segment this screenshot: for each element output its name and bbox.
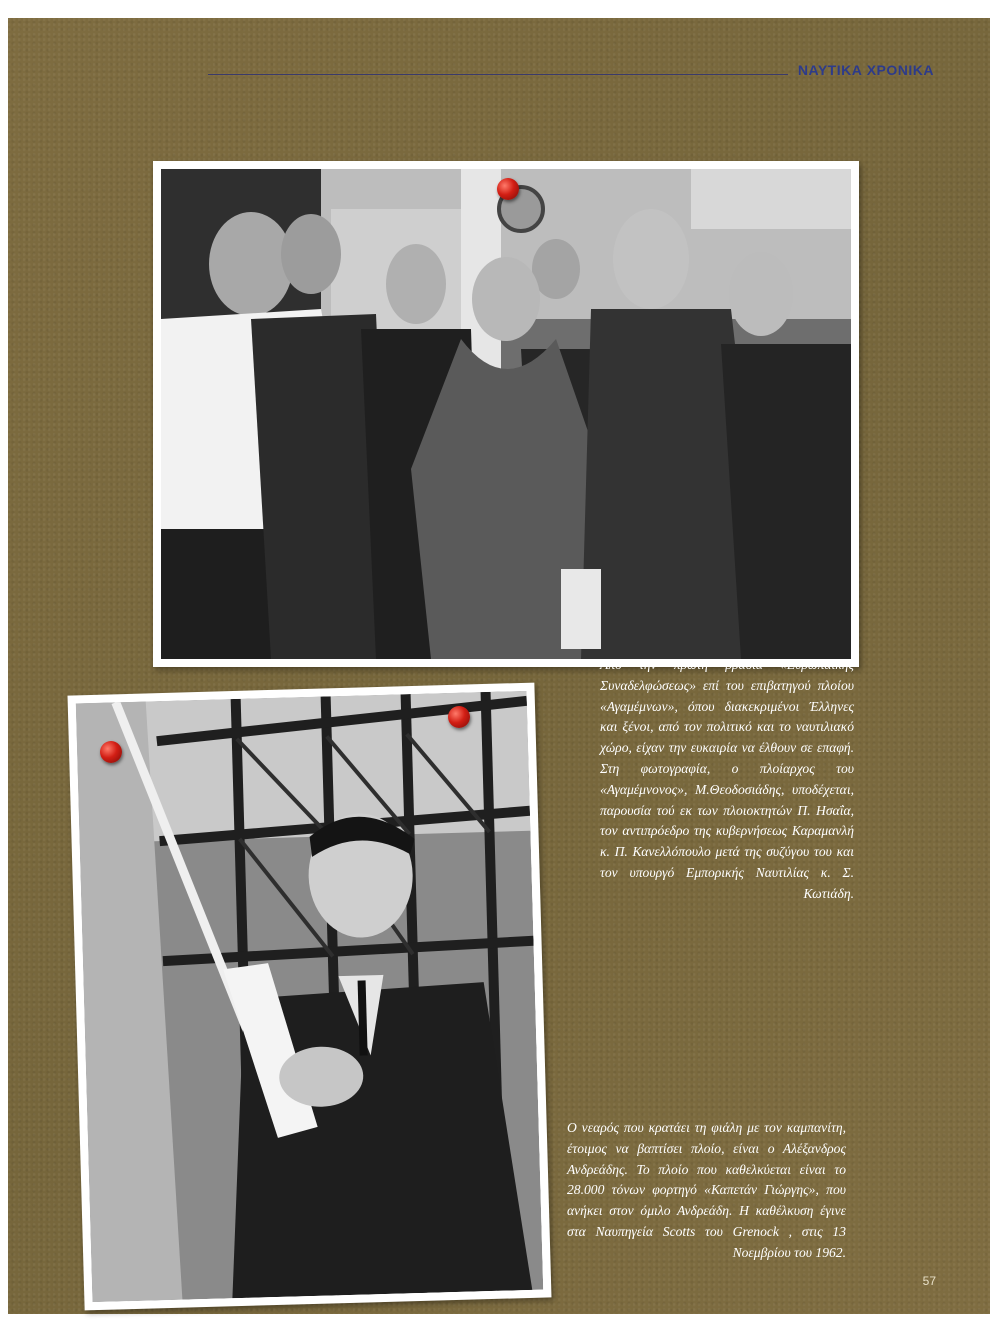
magazine-page bbox=[8, 18, 990, 1314]
launching-photo-image bbox=[76, 691, 544, 1302]
launching-photo bbox=[68, 683, 552, 1311]
reception-photo bbox=[153, 161, 859, 667]
pushpin-icon bbox=[448, 706, 470, 728]
reception-caption: Από την πρώτη βραδιά «Ευρωπαϊκής Συναδελφώσεως» επί του επιβατηγού πλοίου «Αγαμέμνων», όπου διακεκριμένοι Έλληνες και ξένοι, από τον πολιτικό και το ναυτιλιακό χώρο, είχαν την ευκαιρία να έλθουν σε επαφή. Στη φωτογραφία, ο πλοίαρχος του «Αγαμέμνονος», Μ.Θεοδοσιάδης, υποδέχεται, παρουσία τού εκ των πλοιοκτητών Π. Ησαΐα, τον αντιπρόεδρο της κυβερνήσεως Καραμανλή κ. Π. Κανελλόπουλο μετά της συζύγου του και τον υπουργό Εμπορικής Ναυτιλίας κ. Σ. Κωτιάδη. bbox=[600, 657, 854, 901]
pushpin-icon bbox=[100, 741, 122, 763]
page-number: 57 bbox=[922, 1274, 936, 1288]
reception-photo-image bbox=[161, 169, 851, 659]
section-title: ΝΑΥΤΙΚΑ ΧΡΟΝΙΚΑ bbox=[797, 62, 934, 78]
pushpin-icon bbox=[497, 178, 519, 200]
launching-caption: Ο νεαρός που κρατάει τη φιάλη με τον καμπανίτη, έτοιμος να βαπτίσει πλοίο, είναι ο Αλέξανδρος Ανδρεάδης. Το πλοίο που καθελκύεται είναι το 28.000 τόνων φορτηγό «Καπετάν Γιώργης», που ανήκει στον όμιλο Ανδρεάδη. Η καθέλκυση έγινε στα Ναυπηγεία Scotts του Grenock , στις 13 Νοεμβρίου του 1962. bbox=[567, 1120, 846, 1260]
header-rule bbox=[208, 74, 788, 75]
